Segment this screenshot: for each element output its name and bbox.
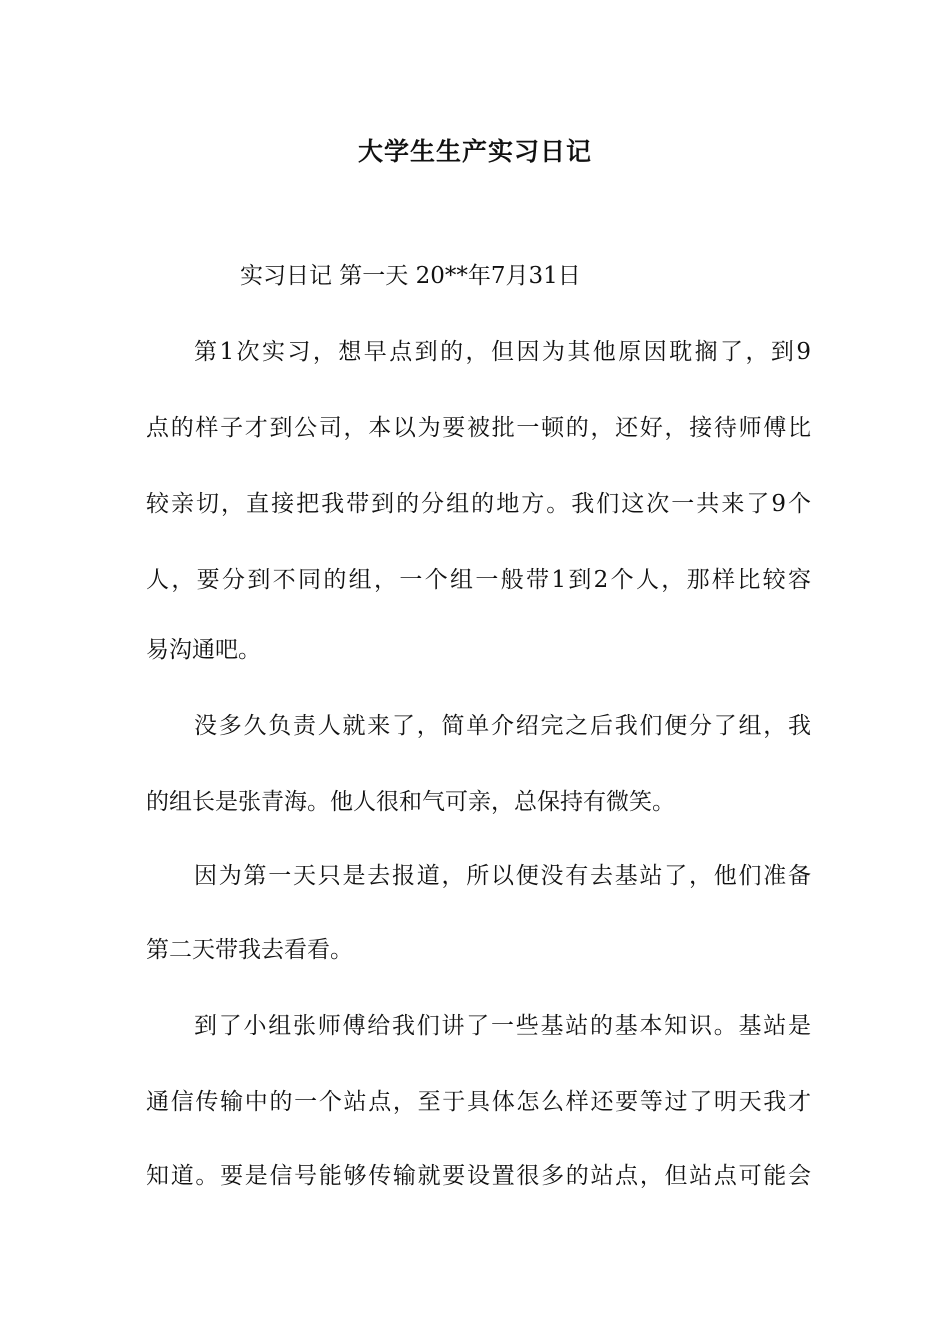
paragraph-line: 易沟通吧。 (146, 637, 261, 663)
paragraph-line: 因为第一天只是去报道，所以便没有去基站了，他们准备 (194, 863, 811, 889)
paragraph-line: 知道。要是信号能够传输就要设置很多的站点，但站点可能会 (146, 1163, 811, 1189)
paragraph-line: 点的样子才到公司，本以为要被批一顿的，还好，接待师傅比 (146, 415, 811, 441)
paragraph-line: 没多久负责人就来了，简单介绍完之后我们便分了组，我 (194, 713, 811, 739)
paragraph-line: 第1次实习，想早点到的，但因为其他原因耽搁了，到9 (194, 339, 811, 365)
paragraph-line: 较亲切，直接把我带到的分组的地方。我们这次一共来了9个 (146, 491, 811, 517)
paragraph-line: 通信传输中的一个站点，至于具体怎么样还要等过了明天我才 (146, 1089, 811, 1115)
paragraph-line: 第二天带我去看看。 (146, 937, 353, 963)
paragraph-line: 到了小组张师傅给我们讲了一些基站的基本知识。基站是 (194, 1013, 811, 1039)
paragraph-line: 的组长是张青海。他人很和气可亲，总保持有微笑。 (146, 789, 675, 815)
diary-dateline: 实习日记 第一天 20**年7月31日 (240, 263, 581, 289)
paragraph-line: 人，要分到不同的组，一个组一般带1到2个人，那样比较容 (146, 567, 811, 593)
document-title: 大学生生产实习日记 (357, 137, 592, 166)
